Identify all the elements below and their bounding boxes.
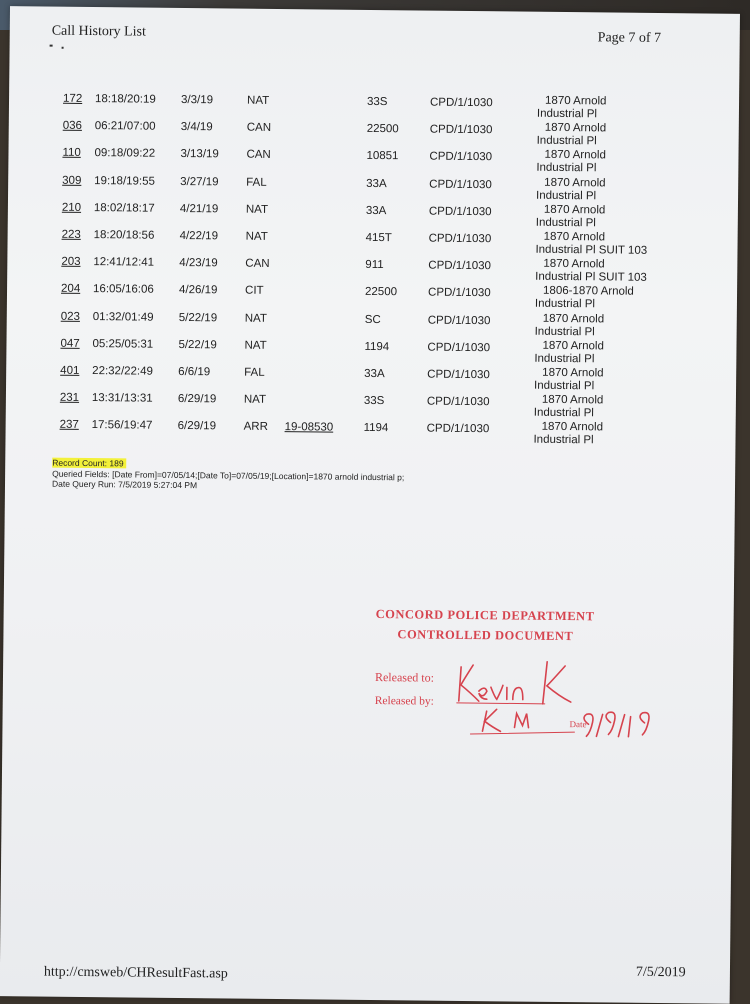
call-type: NAT (246, 231, 268, 243)
call-date: 5/22/19 (178, 339, 216, 351)
location-line-2: Industrial Pl (536, 216, 596, 229)
unit-code: CPD/1/1030 (428, 260, 491, 273)
call-location (535, 231, 695, 259)
handwritten-signature (374, 650, 675, 743)
date-query-run: Date Query Run: 7/5/2019 5:27:04 PM (52, 479, 404, 493)
call-code: 22500 (365, 286, 397, 298)
location-line-2: Industrial Pl (533, 434, 593, 447)
call-time: 01:32/01:49 (93, 311, 154, 324)
call-id: 036 (63, 120, 82, 132)
call-code: 10851 (366, 150, 398, 162)
location-line-1: 1806-1870 Arnold (535, 285, 695, 300)
call-type: NAT (244, 339, 266, 351)
location-line-1: 1870 Arnold (534, 421, 694, 436)
location-line-2: Industrial Pl (535, 298, 595, 311)
location-line-2: Industrial Pl SUIT 103 (535, 244, 647, 257)
query-summary (52, 458, 404, 493)
call-code: 33A (366, 205, 387, 217)
call-type: CIT (245, 285, 264, 297)
call-location (536, 203, 696, 231)
call-type: NAT (246, 203, 268, 215)
location-line-1: 1870 Arnold (537, 122, 697, 137)
record-count: Record Count: 189 (52, 458, 126, 469)
location-line-1: 1870 Arnold (535, 312, 695, 327)
document-title: Call History List (52, 24, 146, 41)
call-id: 047 (60, 338, 79, 350)
location-line-2: Industrial Pl (534, 380, 594, 393)
call-time: 16:05/16:06 (93, 283, 154, 296)
location-line-1: 1870 Arnold (536, 231, 696, 246)
call-type: FAL (246, 176, 267, 188)
call-location (534, 367, 694, 395)
call-time: 17:56/19:47 (92, 419, 153, 432)
unit-code: CPD/1/1030 (429, 151, 492, 164)
unit-code: CPD/1/1030 (430, 97, 493, 110)
unit-code: CPD/1/1030 (429, 233, 492, 246)
call-date: 3/13/19 (180, 148, 218, 160)
unit-code: CPD/1/1030 (427, 396, 490, 409)
location-line-2: Industrial Pl (536, 189, 596, 202)
call-type: CAN (246, 149, 270, 161)
call-date: 3/3/19 (181, 94, 213, 106)
call-time: 13:31/13:31 (92, 392, 153, 405)
call-time: 22:32/22:49 (92, 365, 153, 378)
stamp-controlled: CONTROLLED DOCUMENT (397, 627, 573, 644)
call-date: 3/4/19 (181, 121, 213, 133)
call-code: 1194 (364, 422, 389, 434)
unit-code: CPD/1/1030 (428, 314, 491, 327)
location-line-1: 1870 Arnold (537, 95, 697, 110)
location-line-1: 1870 Arnold (534, 339, 694, 354)
call-type: NAT (245, 312, 267, 324)
call-code: 415T (366, 232, 392, 244)
call-location (537, 95, 697, 123)
location-line-2: Industrial Pl (536, 162, 596, 175)
call-location (534, 339, 694, 367)
call-code: 1194 (364, 341, 389, 353)
call-date: 4/23/19 (179, 257, 217, 269)
call-time: 09:18/09:22 (94, 147, 155, 160)
call-code: 911 (365, 259, 383, 271)
location-line-1: 1870 Arnold (536, 176, 696, 191)
call-id: 023 (61, 310, 80, 322)
location-line-2: Industrial Pl (535, 325, 595, 338)
location-line-2: Industrial Pl (534, 352, 594, 365)
call-id: 110 (62, 147, 80, 159)
call-date: 4/21/19 (180, 203, 218, 215)
case-number: 19-08530 (285, 421, 334, 434)
location-line-1: 1870 Arnold (534, 367, 694, 382)
unit-code: CPD/1/1030 (427, 369, 490, 382)
call-location (535, 258, 695, 286)
call-code: 33S (364, 395, 385, 407)
call-location (537, 122, 697, 150)
call-code: 33A (364, 368, 385, 380)
location-line-1: 1870 Arnold (536, 203, 696, 218)
call-time: 18:20/18:56 (94, 229, 155, 242)
call-date: 4/26/19 (179, 284, 217, 296)
call-id: 223 (62, 229, 81, 241)
call-type: NAT (247, 95, 269, 107)
ink-speck (62, 47, 64, 49)
call-location (536, 176, 696, 204)
page-number: Page 7 of 7 (598, 30, 662, 47)
unit-code: CPD/1/1030 (429, 205, 492, 218)
unit-code: CPD/1/1030 (430, 124, 493, 137)
call-id: 210 (62, 202, 81, 214)
call-id: 401 (60, 365, 79, 377)
call-time: 05:25/05:31 (92, 338, 153, 351)
location-line-2: Industrial Pl (534, 407, 594, 420)
queried-fields: Queried Fields: [Date From]=07/05/14;[Date To]=07/05/19;[Location]=1870 arnold industrial p; (52, 468, 404, 482)
call-id: 204 (61, 283, 80, 295)
stamp-released-by-label: Released by: (375, 695, 434, 708)
call-location (534, 394, 694, 422)
call-location (535, 285, 695, 313)
call-location (533, 421, 693, 449)
stamp-date-label: Date (569, 719, 586, 729)
call-id: 309 (62, 174, 81, 186)
location-line-1: 1870 Arnold (534, 394, 694, 409)
call-type: CAN (247, 122, 271, 134)
call-time: 19:18/19:55 (94, 175, 155, 188)
document-page (0, 6, 740, 1004)
call-type: CAN (245, 258, 269, 270)
call-code: 33S (367, 96, 388, 108)
call-code: 33A (366, 178, 387, 190)
call-id: 172 (63, 93, 82, 105)
call-date: 4/22/19 (180, 230, 218, 242)
footer-url: http://cmsweb/CHResultFast.asp (44, 965, 228, 983)
call-id: 237 (60, 419, 79, 431)
ink-speck (50, 45, 53, 47)
call-type: ARR (244, 421, 268, 433)
call-code: 22500 (367, 123, 399, 135)
stamp-department: CONCORD POLICE DEPARTMENT (376, 607, 595, 624)
unit-code: CPD/1/1030 (429, 178, 492, 191)
call-id: 203 (61, 256, 80, 268)
call-date: 3/27/19 (180, 176, 218, 188)
call-location (535, 312, 695, 340)
call-location (536, 149, 696, 177)
call-type: NAT (244, 394, 266, 406)
call-id: 231 (60, 392, 79, 404)
location-line-2: Industrial Pl (537, 108, 597, 121)
call-date: 6/29/19 (178, 393, 216, 405)
stamp-released-to-label: Released to: (375, 670, 434, 686)
unit-code: CPD/1/1030 (427, 341, 490, 354)
call-code: SC (365, 314, 381, 326)
call-date: 5/22/19 (179, 312, 217, 324)
footer-date: 7/5/2019 (636, 965, 686, 982)
call-time: 06:21/07:00 (95, 120, 156, 133)
call-date: 6/6/19 (178, 366, 210, 378)
unit-code: CPD/1/1030 (427, 423, 490, 436)
call-type: FAL (244, 367, 265, 379)
location-line-2: Industrial Pl (537, 135, 597, 148)
call-time: 18:02/18:17 (94, 202, 155, 215)
call-date: 6/29/19 (178, 420, 216, 432)
location-line-1: 1870 Arnold (536, 149, 696, 164)
call-time: 18:18/20:19 (95, 93, 156, 106)
call-time: 12:41/12:41 (93, 256, 154, 269)
unit-code: CPD/1/1030 (428, 287, 491, 300)
location-line-2: Industrial Pl SUIT 103 (535, 271, 647, 284)
location-line-1: 1870 Arnold (535, 258, 695, 273)
